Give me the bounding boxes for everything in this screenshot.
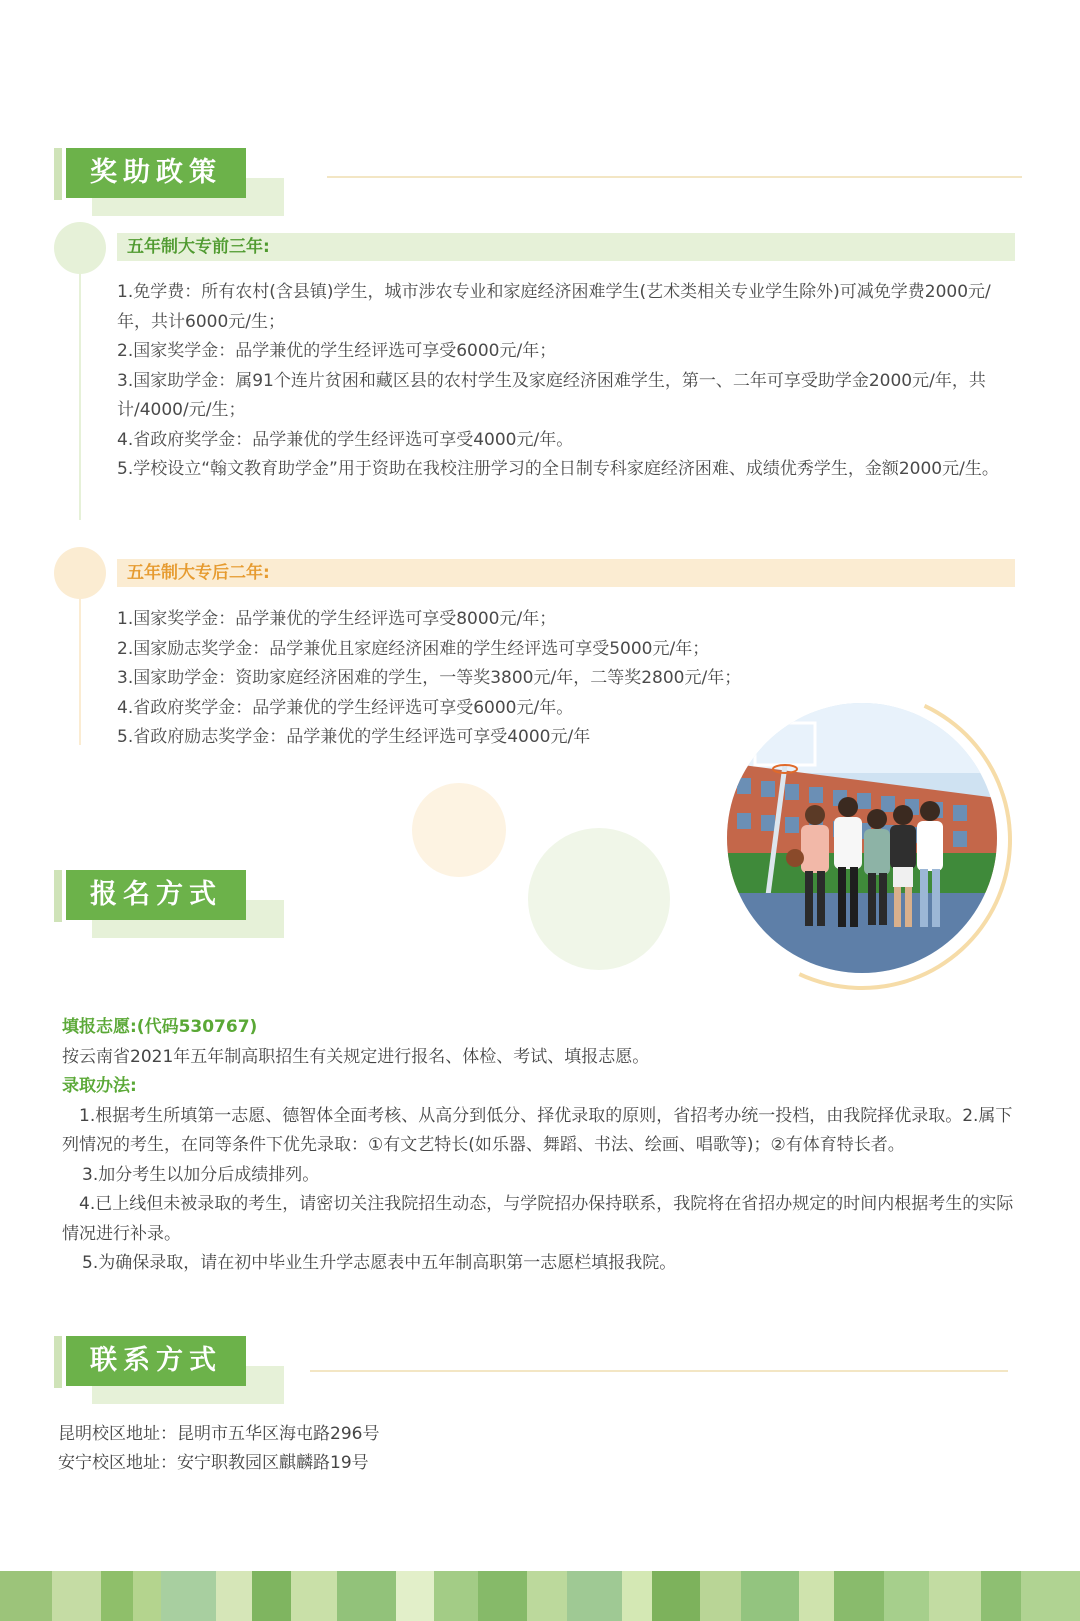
section-title-contact: 联系方式 — [66, 1336, 246, 1386]
list-item: 1.国家奖学金：品学兼优的学生经评选可享受8000元/年； — [117, 609, 557, 629]
apply-label: 填报志愿:(代码530767) — [62, 1017, 258, 1037]
address-anning: 安宁校区地址：安宁职教园区麒麟路19号 — [58, 1453, 369, 1473]
list-item: 2.国家励志奖学金：品学兼优且家庭经济困难的学生经评选可享受5000元/年； — [117, 638, 710, 659]
timeline-line-orange — [79, 595, 81, 745]
header-side-bar — [54, 1336, 62, 1388]
footer-stripes — [0, 1571, 1080, 1621]
list-item: 1.免学费：所有农村(含县镇)学生，城市涉农专业和家庭经济困难学生(艺术类相关专业学生除外)可减免学费2000元/年，共计6000元/生； — [117, 282, 991, 332]
section-title-policy: 奖助政策 — [66, 148, 246, 198]
divider-line — [310, 1370, 1008, 1372]
enroll-content — [62, 1013, 1028, 1279]
section-header-policy — [54, 148, 244, 200]
list-item: 4.省政府奖学金：品学兼优的学生经评选可享受6000元/年。 — [117, 697, 574, 718]
timeline-dot-orange — [54, 547, 106, 599]
section-header-contact — [54, 1336, 244, 1388]
admit-label: 录取办法: — [62, 1076, 137, 1096]
decor-circle-orange — [412, 783, 506, 877]
list-item: 3.国家助学金：资助家庭经济困难的学生，一等奖3800元/年，二等奖2800元/年； — [117, 668, 742, 688]
apply-text: 按云南省2021年五年制高职招生有关规定进行报名、体检、考试、填报志愿。 — [62, 1046, 650, 1067]
list-item: 2.国家奖学金：品学兼优的学生经评选可享受6000元/年； — [117, 341, 557, 361]
students-photo-illustration — [727, 703, 997, 973]
section-header-enroll — [54, 870, 244, 922]
admit-item: 3.加分考生以加分后成绩排列。 — [82, 1164, 320, 1185]
contact-content — [58, 1420, 758, 1478]
divider-line — [327, 176, 1022, 178]
list-item: 5.省政府励志奖学金：品学兼优的学生经评选可享受4000元/年 — [117, 727, 591, 747]
policy-first-list — [117, 278, 1010, 485]
timeline-dot-green — [54, 222, 106, 274]
admit-item: 1.根据考生所填第一志愿、德智体全面考核、从高分到低分、择优录取的原则，省招考办统一投档，由我院择优录取。2.属下列情况的考生，在同等条件下优先录取：①有文艺特长(如乐器、舞蹈、书法、绘画、唱歌等)；②有体育特长者。 — [62, 1105, 1013, 1155]
subheading-last-two-years: 五年制大专后二年: — [117, 559, 1015, 587]
list-item: 4.省政府奖学金：品学兼优的学生经评选可享受4000元/年。 — [117, 429, 574, 450]
timeline-line-green — [79, 270, 81, 520]
address-kunming: 昆明校区地址：昆明市五华区海屯路296号 — [58, 1424, 380, 1444]
subheading-first-three-years: 五年制大专前三年: — [117, 233, 1015, 261]
students-photo — [727, 703, 997, 973]
admit-item: 5.为确保录取，请在初中毕业生升学志愿表中五年制高职第一志愿栏填报我院。 — [82, 1253, 677, 1273]
admit-item: 4.已上线但未被录取的考生，请密切关注我院招生动态，与学院招办保持联系，我院将在省招办规定的时间内根据考生的实际情况进行补录。 — [62, 1194, 1014, 1244]
header-side-bar — [54, 148, 62, 200]
header-side-bar — [54, 870, 62, 922]
section-title-enroll: 报名方式 — [66, 870, 246, 920]
decor-circle-green — [528, 828, 670, 970]
list-item: 3.国家助学金：属91个连片贫困和藏区县的农村学生及家庭经济困难学生，第一、二年可享受助学金2000元/年，共计/4000/元/生； — [117, 370, 986, 420]
list-item: 5.学校设立“翰文教育助学金”用于资助在我校注册学习的全日制专科家庭经济困难、成绩优秀学生，金额2000元/生。 — [117, 459, 999, 479]
